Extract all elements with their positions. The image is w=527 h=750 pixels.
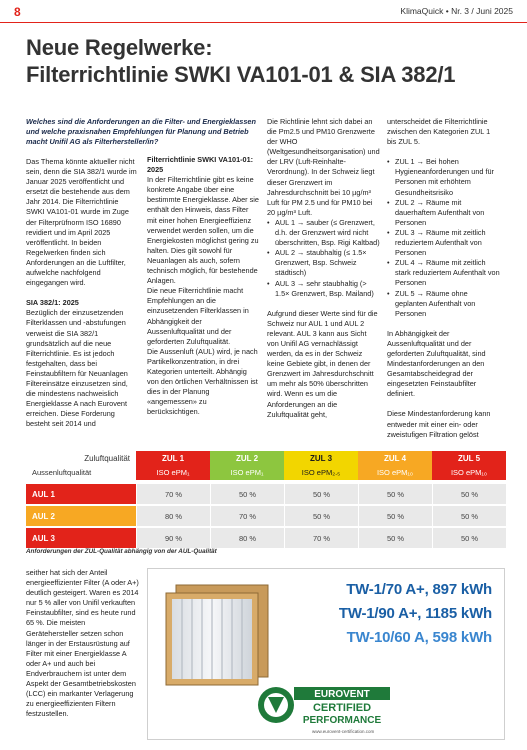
aul-row-label: AUL 2: [26, 506, 136, 526]
zul-header: ZUL 1: [136, 451, 210, 465]
col1-paragraph-2: Bezüglich der einzusetzenden Filterklassen und -abstufungen verweist die SIA 382/1 grundsätzlich auf die neue Filterrichtlinie. Es ist jedoch festgehalten, dass bei Feinstaubfiltern für Neuanlagen Filtereinsätze einzusetzen sind, die mindestens nachweislich Energieklasse A nach Eurovent erreichen. Diese Forderung besteht seit 2014 und: [26, 308, 128, 429]
headline-line-2: Filterrichtlinie SWKI VA101-01 & SIA 382/1: [26, 62, 456, 87]
list-item: • ZUL 1 → Bei hohen Hygieneanforderungen und für Personen mit erhöhtem Gesundheitsrisiko: [387, 157, 500, 197]
logo-text-performance: PERFORMANCE: [302, 715, 382, 726]
header-rule: [0, 22, 527, 23]
zul-subheader: ISO ePM₁: [210, 465, 284, 480]
page-header: [0, 0, 527, 24]
col3-paragraph-1: Die Richtlinie lehnt sich dabei an die Pm2.5 und PM10 Grenzwerte der WHO (Weltgesundheitsorganisation) und der LRV (Luft-Reinhalte-Verordnung). In der Schweiz liegt dieser Grenzwert im Jahresdurchschnitt bei 10 µg/m³ Luft für PM 2.5 und für PM10 bei 20 µg/m³ Luft.: [267, 117, 380, 217]
list-item: • AUL 1 → sauber (≤ Grenzwert, d.h. der Grenzwert wird nicht überschritten, Bsp. Rigi Kaltbad): [267, 218, 380, 248]
logo-text-certified: CERTIFIED: [312, 702, 372, 714]
zul-subheader: ISO ePM₁₀: [358, 465, 432, 480]
product-line-1: TW-1/70 A+, 897 kWh: [346, 581, 492, 598]
product-line-3: TW-10/60 A, 598 kWh: [346, 629, 492, 646]
zul-axis-label: Zuluftqualität: [84, 453, 130, 463]
col4-paragraph-3: Diese Mindestanforderung kann entweder mit einer ein- oder zweistufigen Filtration gelöst: [387, 409, 491, 439]
table-cell: 90 %: [136, 528, 210, 548]
col2-paragraph-3: Die Aussenluft (AUL) wird, je nach Partikelkonzentration, in drei Kategorien unterteilt. Abhängig von den örtlichen Verhältnissen ist dies in der Planung «angemessen» zu berücksichtigen.: [147, 346, 258, 417]
table-cell: 50 %: [432, 484, 506, 504]
table-cell: 50 %: [284, 484, 358, 504]
zul-header: ZUL 2: [210, 451, 284, 465]
bag-filter-image: [162, 579, 274, 687]
column-2: [147, 155, 260, 417]
table-cell: 50 %: [432, 528, 506, 548]
column-4: [387, 117, 500, 440]
column-3: [267, 117, 380, 420]
table-subheader-row: [26, 465, 506, 480]
col3-paragraph-2: Aufgrund dieser Werte sind für die Schweiz nur AUL 1 und AUL 2 relevant. AUL 3 kann aus Sicht von Unifil AG vernachlässigt werden, da es in der Schweiz keine Gebiete gibt, in denen der Grenzwert im Jahresdurchschnitt um mehr als 50% überschritten wird. Wenn es um die Anforderungen an die Zuluftqualität geht,: [267, 308, 378, 419]
column-1-continued: seither hat sich der Anteil energieeffizienter Filter (A oder A+) deutlich gesteigert. Waren es 2014 nur 5 % aller von Unifil verkauften Feinstaubfilter, sind es heute rund 65 %. Die meisten Gerätehersteller setzen schon länger in der Erstausrüstung auf Filter mit einer Energieklasse A oder A+ und auch bei Endverbrauchern ist unter dem Aspekt der Gesamtbetriebskosten (LCC) ein markanter Verlagerung zu energieeffizienten Filtern festzustellen.: [26, 568, 139, 719]
zul-list: [387, 157, 500, 319]
table-row: [26, 484, 506, 504]
col1-subheading: SIA 382/1: 2025: [26, 298, 79, 308]
zul-subheader: ISO ePM₂.₅: [284, 465, 358, 480]
table-cell: 80 %: [136, 506, 210, 526]
col4-paragraph-2: In Abhängigkeit der Aussenluftqualität und der geforderten Zuluftqualität, sind Mindestanforderungen an den Gesamtabscheidegrad der eingesetzten Feinstaubfilter definiert.: [387, 328, 486, 399]
column-1: [26, 157, 139, 429]
headline-line-1: Neue Regelwerke:: [26, 35, 213, 60]
table-cell: 70 %: [210, 506, 284, 526]
zul-header: ZUL 3: [284, 451, 358, 465]
table-header-row: [26, 451, 506, 465]
table-cell: 50 %: [210, 484, 284, 504]
table-caption: Anforderungen der ZUL-Qualität abhängig von der AUL-Qualität: [26, 548, 217, 555]
table-cell: 80 %: [210, 528, 284, 548]
aul-row-label: AUL 1: [26, 484, 136, 504]
issue-label: KlimaQuick • Nr. 3 / Juni 2025: [400, 6, 513, 16]
col1-paragraph-1: Das Thema könnte aktueller nicht sein, denn die SIA 382/1 wurde im Januar 2025 veröffentlicht und ersetzt die bestehende aus dem Jahr 2014. Die Filterrichtlinie SWKI VA101-01 wurde im Zuge der Filterprüfnorm ISO 16890 revidiert und im April 2025 veröffentlicht. In beiden Regelwerken finden sich Anforderungen an die Luftfilter, aufwelche nachfolgend eingegangen wird.: [26, 157, 137, 288]
list-item: • ZUL 4 → Räume mit zeitlich stark reduziertem Aufenthalt von Personen: [387, 258, 500, 288]
table-cell: 50 %: [432, 506, 506, 526]
col4-paragraph-1: unterscheidet die Filterrichtlinie zwischen den Kategorien ZUL 1 bis ZUL 5.: [387, 117, 491, 147]
col2-paragraph-2: Die neue Filterrichtlinie macht Empfehlungen an die einzusetzenden Filterklassen in Abhängigkeit der Aussenluftqualität und der geforderten Zuluftqualität.: [147, 286, 249, 346]
product-advertisement: [147, 568, 505, 740]
table-cell: 50 %: [358, 484, 432, 504]
zul-header: ZUL 4: [358, 451, 432, 465]
table-cell: 50 %: [284, 506, 358, 526]
article-intro: Welches sind die Anforderungen an die Filter- und Energieklassen und welche praxisnahen Empfehlungen für Planung und Betrieb macht Unifil AG als Filterhersteller/in?: [26, 117, 256, 147]
list-item: • ZUL 3 → Räume mit zeitlich reduziertem Aufenthalt von Personen: [387, 228, 500, 258]
zul-header: ZUL 5: [432, 451, 506, 465]
list-item: • ZUL 2 → Räume mit dauerhaftem Aufenthalt von Personen: [387, 198, 500, 228]
article-headline: [26, 34, 506, 88]
col2-subheading: Filterrichtlinie SWKI VA101-01: 2025: [147, 155, 254, 175]
table-row: [26, 528, 506, 548]
zul-subheader: ISO ePM₁: [136, 465, 210, 480]
zul-subheader: ISO ePM₁₀: [432, 465, 506, 480]
aul-axis-label: Aussenluftqualität: [32, 468, 92, 477]
list-item: • ZUL 5 → Räume ohne geplanten Aufenthalt von Personen: [387, 289, 500, 319]
page-number: 8: [14, 5, 21, 19]
table-row: [26, 506, 506, 526]
aul-list: [267, 218, 380, 299]
table-cell: 70 %: [284, 528, 358, 548]
table-cell: 50 %: [358, 506, 432, 526]
table-cell: 50 %: [358, 528, 432, 548]
col2-paragraph-1: In der Filterrichtlinie gibt es keine konkrete Angabe über eine bestimmte Energieklasse. Aber sie enthält den Hinweis, dass Filter mit einer hohen Energieeffizienz verwendet werden sollen, um die Energiekosten möglichst gering zu halten. Dies gilt sowohl für Neuanlagen als auch, sofern technisch möglich, für bestehende Anlagen.: [147, 175, 259, 286]
list-item: • AUL 2 → staubhaltig (≤ 1.5× Grenzwert, Bsp. Schweiz städtisch): [267, 248, 380, 278]
logo-text-eurovent: EUROVENT: [314, 689, 370, 700]
table-cell: 70 %: [136, 484, 210, 504]
product-line-2: TW-1/90 A+, 1185 kWh: [338, 605, 492, 622]
list-item: • AUL 3 → sehr staubhaltig (> 1.5× Grenzwert, Bsp. Mailand): [267, 279, 380, 299]
eurovent-url: www.eurovent-certification.com: [312, 729, 375, 734]
aul-row-label: AUL 3: [26, 528, 136, 548]
